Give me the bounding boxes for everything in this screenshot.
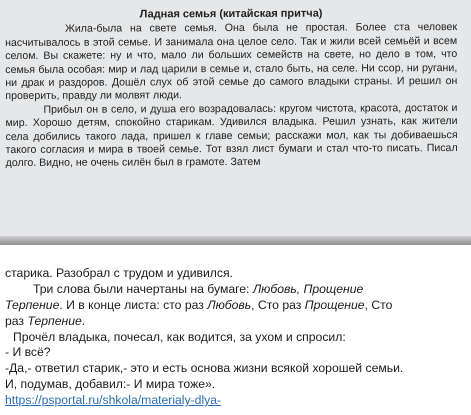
line-4: раз Терпение. — [5, 313, 86, 328]
source-link[interactable]: https://psportal.ru/shkola/materialy-dlya- — [5, 393, 222, 408]
scanned-text-block — [5, 7, 458, 171]
line-5: Прочёл владыка, почесал, как водится, за ухом и спросил: — [13, 329, 346, 344]
line-6: - И всё? — [5, 345, 51, 360]
line-7: -Да,- ответил старик,- это и есть основа жизни всякой хорошей семьи. — [5, 361, 404, 376]
line-1: старика. Разобрал с трудом и удивился. — [5, 266, 234, 280]
story-paragraph-2: Прибыл он в село, и душа его возрадовалась: кругом чистота, красота, достаток и мир. Хорошо детям, спокойно старикам. Удивился владыка. Решил узнать, как жители села добились такого лада, пришел к главе семьи; расскажи мол, как ты добиваешься такого согласия и мира в твоей семье. Тот взял лист бумаги и стал что-то писать. Писал долго. Видно, не очень силён был в грамоте. Затем — [5, 101, 458, 170]
line-8: И, подумав, добавил:- И мира тоже». — [5, 377, 216, 392]
line-3: Терпение. И в конце листа: сто раз Любовь, Сто раз Прощение, Сто — [5, 297, 393, 312]
page-edge-shadow — [0, 236, 471, 245]
continuation-text — [5, 266, 471, 409]
line-2: Три слова были начертаны на бумаге: Любовь, Прощение — [33, 281, 364, 296]
web-text-bottom — [0, 264, 471, 415]
story-paragraph-1: Жила-была на свете семья. Она была не простая. Более ста человек насчитывалось в этой семье. И занимала она целое село. Так и жили всей семьёй и всем селом. Вы скажете: ну и что, мало ли больших семейств на свете, но дело в том, что семья была особая: мир и лад царили в семье и, стало быть, на селе. Ни ссор, ни ругани, ни драк и раздоров. Дошёл слух об этой семье до самого владыки страны. И решил он проверить, правду ли молвят люди. — [5, 21, 458, 103]
story-title: Ладная семья (китайская притча) — [139, 7, 323, 21]
